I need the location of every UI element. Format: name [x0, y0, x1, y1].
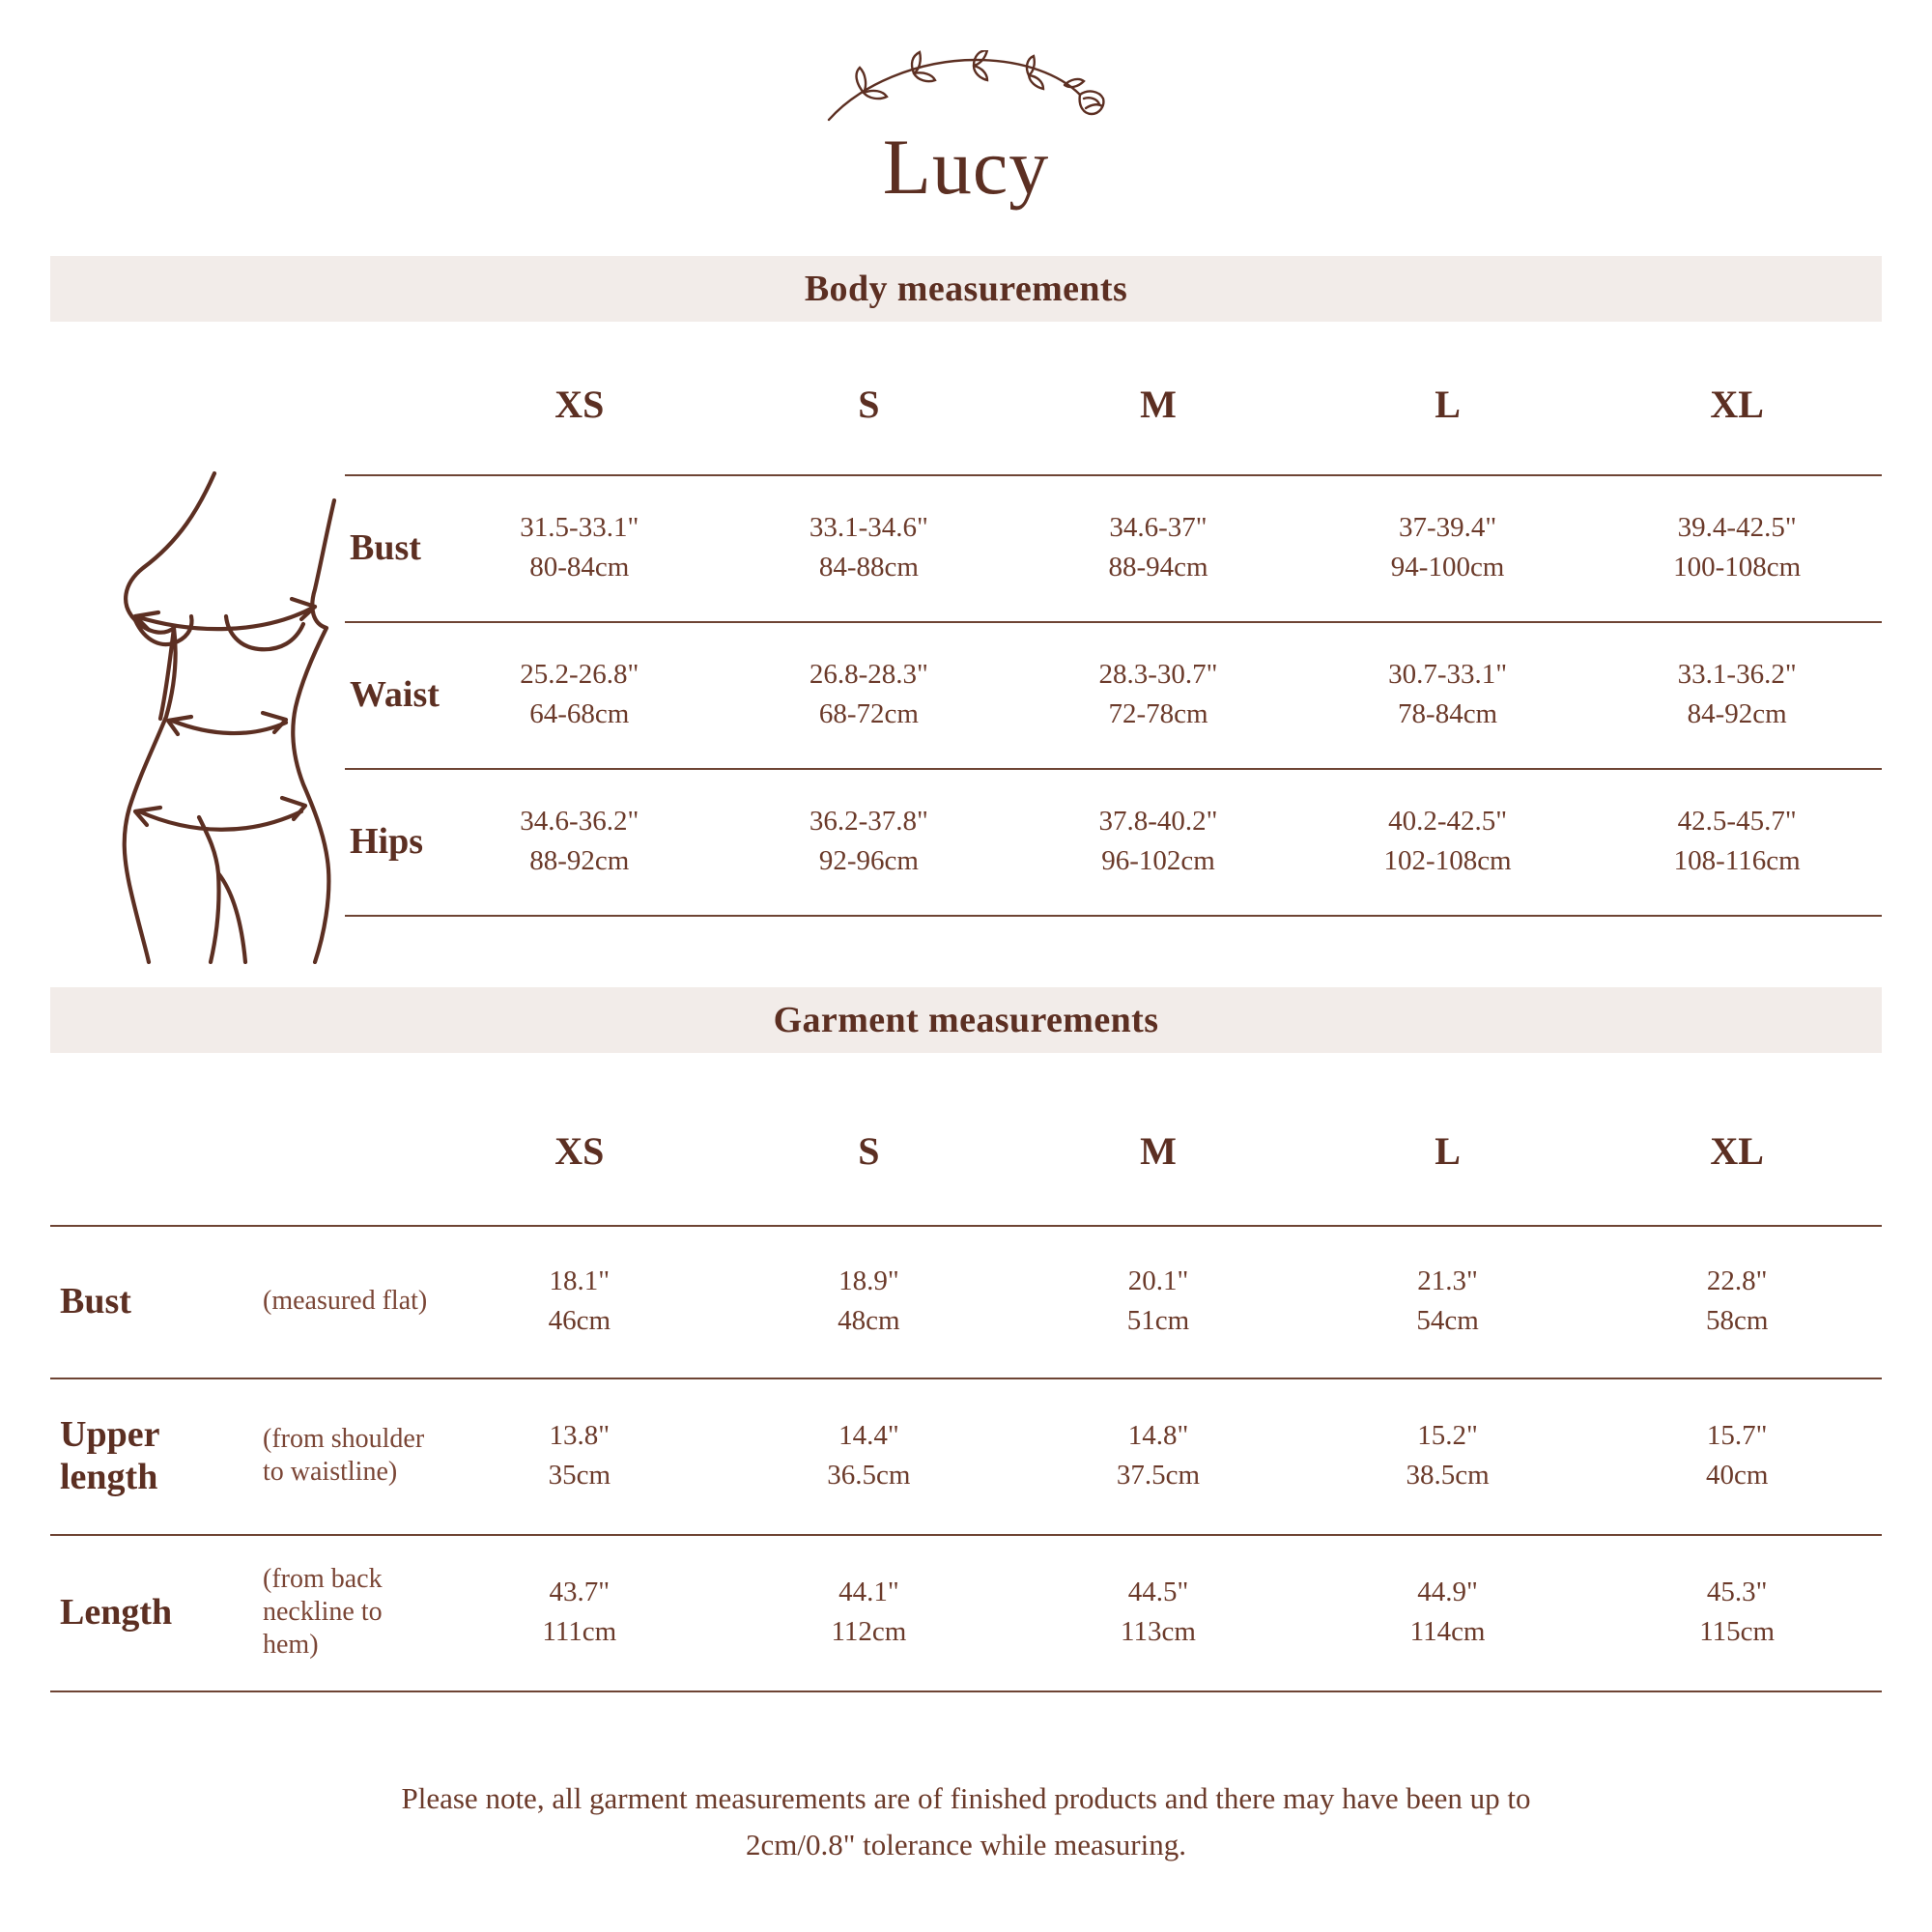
- garment-row-upper-length: [50, 1378, 1882, 1534]
- body-measurements-section-header: [50, 256, 1882, 322]
- garment-bust-s: 18.9" 48cm: [838, 1264, 900, 1336]
- body-hips-m: 37.8-40.2" 96-102cm: [1098, 805, 1218, 876]
- body-size-header-l: L: [1435, 383, 1461, 426]
- tolerance-footnote-line-1: Please note, all garment measurements are of finished products and there may have been up to: [401, 1781, 1531, 1815]
- body-row-waist-label: Waist: [350, 674, 440, 715]
- garment-size-header-xs: XS: [554, 1129, 605, 1173]
- body-hips-l: 40.2-42.5" 102-108cm: [1383, 805, 1512, 876]
- garment-bust-xl: 22.8" 58cm: [1705, 1264, 1769, 1336]
- garment-length-s: 44.1" 112cm: [831, 1576, 907, 1647]
- body-hips-xs: 34.6-36.2" 88-92cm: [520, 805, 639, 876]
- garment-table-rule-bottom: [50, 1690, 1882, 1692]
- garment-row-length-label: Length: [60, 1592, 173, 1633]
- body-waist-xs: 25.2-26.8" 64-68cm: [520, 658, 639, 729]
- garment-length-m: 44.5" 113cm: [1121, 1576, 1196, 1647]
- body-table-rule-bottom: [345, 915, 1882, 917]
- body-waist-xl: 33.1-36.2" 84-92cm: [1677, 658, 1797, 729]
- body-measurements-title: Body measurements: [804, 269, 1128, 309]
- body-row-hips-label: Hips: [350, 821, 424, 862]
- garment-upper-length-s: 14.4" 36.5cm: [827, 1419, 911, 1491]
- body-bust-xl: 39.4-42.5" 100-108cm: [1673, 511, 1802, 582]
- garment-bust-xs: 18.1" 46cm: [548, 1264, 611, 1336]
- tolerance-footnote-line-2: 2cm/0.8" tolerance while measuring.: [746, 1828, 1186, 1862]
- garment-row-bust-label: Bust: [60, 1281, 131, 1321]
- garment-row-bust-note: (measured flat): [263, 1285, 428, 1316]
- body-bust-l: 37-39.4" 94-100cm: [1390, 511, 1505, 582]
- garment-length-xs: 43.7" 111cm: [542, 1576, 617, 1647]
- body-row-hips: [50, 768, 1882, 915]
- garment-row-upper-length-label: Upper length: [60, 1414, 159, 1497]
- garment-size-header-xl: XL: [1710, 1129, 1764, 1173]
- garment-upper-length-xs: 13.8" 35cm: [548, 1419, 611, 1491]
- garment-size-header-l: L: [1435, 1129, 1461, 1173]
- garment-upper-length-l: 15.2" 38.5cm: [1406, 1419, 1490, 1491]
- garment-measurements-title: Garment measurements: [773, 1000, 1159, 1040]
- body-row-bust-label: Bust: [350, 527, 421, 568]
- brand-logo: [0, 50, 1932, 211]
- garment-upper-length-xl: 15.7" 40cm: [1705, 1419, 1769, 1491]
- body-size-header-xl: XL: [1710, 383, 1764, 426]
- garment-row-upper-length-note: (from shoulder to waistline): [263, 1423, 425, 1487]
- body-row-waist: [50, 621, 1882, 768]
- garment-length-xl: 45.3" 115cm: [1699, 1576, 1776, 1647]
- body-size-header-s: S: [858, 383, 880, 426]
- body-waist-l: 30.7-33.1" 78-84cm: [1388, 658, 1508, 729]
- garment-bust-l: 21.3" 54cm: [1416, 1264, 1479, 1336]
- body-bust-m: 34.6-37" 88-94cm: [1108, 511, 1208, 582]
- body-size-header-row: [435, 382, 1882, 427]
- garment-row-length: [50, 1534, 1882, 1690]
- body-bust-xs: 31.5-33.1" 80-84cm: [520, 511, 639, 582]
- body-bust-s: 33.1-34.6" 84-88cm: [809, 511, 928, 582]
- brand-name: Lucy: [882, 123, 1050, 211]
- garment-size-header-m: M: [1140, 1129, 1177, 1173]
- garment-measurements-section-header: [50, 987, 1882, 1053]
- body-hips-s: 36.2-37.8" 92-96cm: [809, 805, 928, 876]
- leafy-branch-icon: [821, 50, 1111, 126]
- tolerance-footnote: [50, 1776, 1882, 1868]
- garment-row-bust: [50, 1225, 1882, 1378]
- garment-length-l: 44.9" 114cm: [1409, 1576, 1486, 1647]
- garment-row-length-note: (from back neckline to hem): [263, 1563, 383, 1661]
- body-size-header-m: M: [1140, 383, 1177, 426]
- garment-size-header-row: [435, 1128, 1882, 1174]
- garment-upper-length-m: 14.8" 37.5cm: [1116, 1419, 1201, 1491]
- body-waist-s: 26.8-28.3" 68-72cm: [809, 658, 928, 729]
- body-waist-m: 28.3-30.7" 72-78cm: [1098, 658, 1218, 729]
- garment-size-header-s: S: [858, 1129, 880, 1173]
- garment-bust-m: 20.1" 51cm: [1126, 1264, 1190, 1336]
- body-size-header-xs: XS: [554, 383, 605, 426]
- body-row-bust: [50, 474, 1882, 621]
- body-hips-xl: 42.5-45.7" 108-116cm: [1673, 805, 1801, 876]
